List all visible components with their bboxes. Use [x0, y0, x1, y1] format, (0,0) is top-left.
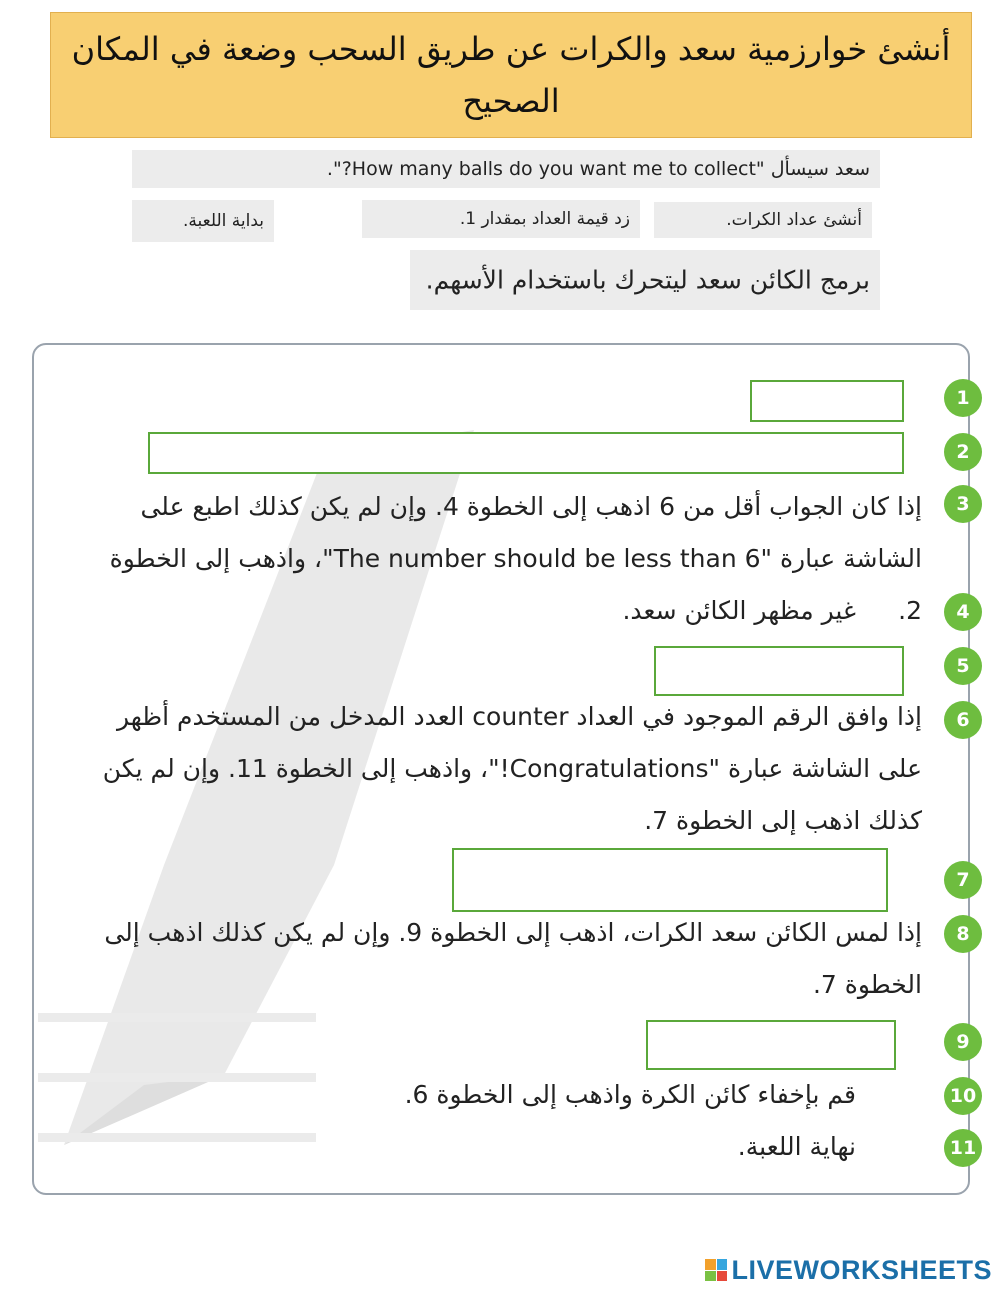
step-10-text: قم بإخفاء كائن الكرة واذهب إلى الخطوة 6.: [404, 1080, 856, 1109]
step-5-drop-zone[interactable]: [654, 646, 904, 696]
step-2-badge: 2: [944, 433, 982, 471]
brand-name: LIVEWORKSHEETS: [731, 1254, 992, 1285]
step-11-badge: 11: [944, 1129, 982, 1167]
step-11-text: نهاية اللعبة.: [737, 1132, 856, 1161]
step-1-badge: 1: [944, 379, 982, 417]
step-7-drop-zone[interactable]: [452, 848, 888, 912]
step-2-drop-zone[interactable]: [148, 432, 904, 474]
drag-tile-increase-counter[interactable]: [362, 200, 640, 238]
step-7-badge: 7: [944, 861, 982, 899]
drag-tile-move-with-arrows[interactable]: [410, 250, 880, 310]
drag-tile-label: بداية اللعبة.: [182, 211, 264, 231]
step-8-text: إذا لمس الكائن سعد الكرات، اذهب إلى الخطوة 9. وإن لم يكن كذلك اذهب إلى الخطوة 7.: [104, 918, 922, 999]
worksheet-title-text: أنشئ خوارزمية سعد والكرات عن طريق السحب وضعة في المكان الصحيح: [71, 30, 951, 120]
step-6-text: إذا وافق الرقم الموجود في العداد counter العدد المدخل من المستخدم أظهر على الشاشة عبارة "Congratulations!"، واذهب إلى الخطوة 11. وإن لم يكن كذلك اذهب إلى الخطوة 7.: [102, 702, 922, 835]
step-3-text: إذا كان الجواب أقل من 6 اذهب إلى الخطوة 4. وإن لم يكن كذلك اطبع على الشاشة عبارة "The number should be less than 6"، واذهب إلى الخطوة 2.: [109, 492, 922, 625]
algorithm-panel: [32, 343, 977, 1195]
step-8-badge: 8: [944, 915, 982, 953]
drag-tile-label: برمج الكائن سعد ليتحرك باستخدام الأسهم.: [425, 265, 870, 295]
step-4-text: غير مظهر الكائن سعد.: [622, 596, 856, 625]
step-3-badge: 3: [944, 485, 982, 523]
step-4-badge: 4: [944, 593, 982, 631]
drag-tile-game-start[interactable]: [132, 200, 274, 242]
drag-tile-create-counter[interactable]: [654, 202, 872, 238]
step-6-badge: 6: [944, 701, 982, 739]
step-5-badge: 5: [944, 647, 982, 685]
step-9-badge: 9: [944, 1023, 982, 1061]
step-1-drop-zone[interactable]: [750, 380, 904, 422]
liveworksheets-brand: [705, 1255, 992, 1285]
liveworksheets-logo-icon: [705, 1259, 727, 1281]
drag-tile-label: زد قيمة العداد بمقدار 1.: [459, 209, 630, 229]
drag-tile-label: أنشئ عداد الكرات.: [726, 210, 862, 230]
drag-tile-label: سعد سيسأل "How many balls do you want me to collect?".: [326, 158, 870, 180]
step-9-drop-zone[interactable]: [646, 1020, 896, 1070]
step-10-badge: 10: [944, 1077, 982, 1115]
drag-tile-ask-question[interactable]: [132, 150, 880, 188]
worksheet-title: [50, 12, 972, 138]
